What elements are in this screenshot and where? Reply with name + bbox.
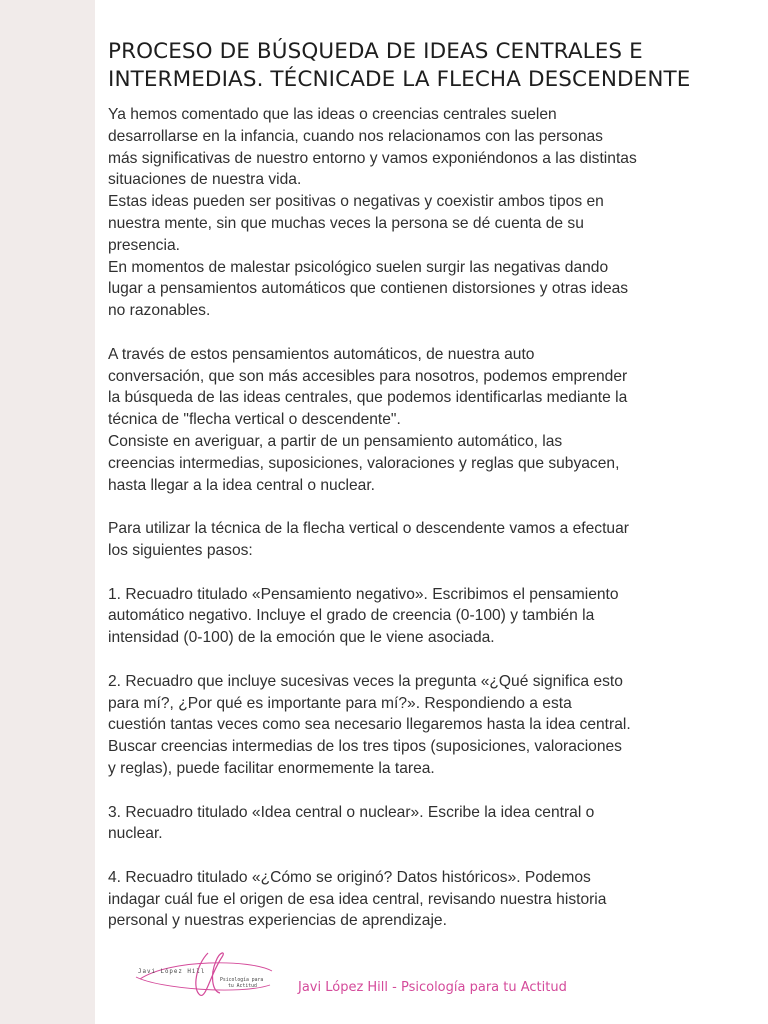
text-line: Ya hemos comentado que las ideas o creencias centrales suelen	[108, 106, 557, 123]
paragraph-4	[108, 344, 728, 431]
paragraph-3	[108, 257, 728, 322]
text-line: Consiste en averiguar, a partir de un pensamiento automático, las	[108, 432, 563, 450]
text-line: los siguientes pasos:	[108, 541, 253, 559]
paragraph-gap	[108, 562, 728, 584]
footer-text: Javi López Hill - Psicología para tu Actitud	[298, 980, 567, 995]
text-line: nuestra mente, sin que muchas veces la persona se dé cuenta de su	[108, 214, 584, 232]
text-line: Para utilizar la técnica de la flecha vertical o descendente vamos a efectuar	[108, 520, 629, 538]
paragraph-gap	[108, 496, 728, 518]
text-line: indagar cuál fue el origen de esa idea central, revisando nuestra historia	[108, 890, 607, 908]
text-line: cuestión tantas veces como sea necesario llegaremos hasta la idea central.	[108, 716, 631, 734]
text-line: situaciones de nuestra vida.	[108, 171, 302, 189]
text-line: intensidad (0-100) de la emoción que le viene asociada.	[108, 629, 495, 647]
text-line: creencias intermedias, suposiciones, valoraciones y reglas que subyacen,	[108, 454, 620, 472]
document-title	[108, 38, 728, 94]
step-3	[108, 802, 728, 846]
logo-tagline-1: Psicología para	[220, 978, 264, 983]
text-line: técnica de "flecha vertical o descendente".	[108, 411, 401, 429]
text-line: A través de estos pensamientos automáticos, de nuestra auto	[108, 345, 535, 363]
paragraph-1	[108, 104, 728, 191]
logo-name-text: Javi López Hill	[138, 969, 206, 975]
text-line: 2. Recuadro que incluye sucesivas veces la pregunta «¿Qué significa esto	[108, 672, 623, 690]
text-line: En momentos de malestar psicológico suelen surgir las negativas dando	[108, 258, 609, 276]
paragraph-gap	[108, 322, 728, 344]
text-line: 3. Recuadro titulado «Idea central o nuclear». Escribe la idea central o	[108, 803, 595, 821]
document-body	[108, 104, 728, 932]
step-1	[108, 584, 728, 649]
text-line: la búsqueda de las ideas centrales, que podemos identificarlas mediante la	[108, 389, 628, 407]
title-line-1: PROCESO DE BÚSQUEDA DE IDEAS CENTRALES E	[108, 39, 643, 64]
paragraph-gap	[108, 780, 728, 802]
text-line: desarrollarse en la infancia, cuando nos relacionamos con las personas	[108, 127, 603, 145]
text-line: conversación, que son más accesibles para nosotros, podemos emprender	[108, 367, 628, 385]
text-line: 1. Recuadro titulado «Pensamiento negativo». Escribimos el pensamiento	[108, 585, 619, 603]
text-line: no razonables.	[108, 302, 211, 320]
paragraph-2	[108, 191, 728, 256]
step-2	[108, 671, 728, 780]
text-line: Estas ideas pueden ser positivas o negativas y coexistir ambos tipos en	[108, 193, 604, 211]
title-line-2: INTERMEDIAS. TÉCNICADE LA FLECHA DESCENDENTE	[108, 67, 691, 92]
paragraph-gap	[108, 649, 728, 671]
text-line: lugar a pensamientos automáticos que contienen distorsiones y otras ideas	[108, 280, 629, 298]
text-line: presencia.	[108, 236, 180, 254]
paragraph-6	[108, 518, 728, 562]
paragraph-gap	[108, 845, 728, 867]
text-line: personal y nuestras experiencias de aprendizaje.	[108, 912, 447, 930]
logo-tagline-2: tu Actitud	[228, 984, 257, 989]
text-line: Buscar creencias intermedias de los tres tipos (suposiciones, valoraciones	[108, 738, 622, 756]
left-side-strip	[0, 0, 95, 1024]
text-line: y reglas), puede facilitar enormemente la tarea.	[108, 759, 435, 777]
paragraph-5	[108, 431, 728, 496]
text-line: automático negativo. Incluye el grado de creencia (0-100) y también la	[108, 607, 595, 625]
document-page	[108, 38, 728, 932]
text-line: más significativas de nuestro entorno y vamos exponiéndonos a las distintas	[108, 149, 637, 167]
text-line: nuclear.	[108, 825, 163, 843]
footer	[130, 945, 730, 1005]
text-line: para mí?, ¿Por qué es importante para mí?». Respondiendo a esta	[108, 694, 572, 712]
step-4	[108, 867, 728, 932]
text-line: hasta llegar a la idea central o nuclear.	[108, 476, 375, 494]
brand-logo	[130, 945, 280, 1005]
text-line: 4. Recuadro titulado «¿Cómo se originó? Datos históricos». Podemos	[108, 868, 591, 886]
